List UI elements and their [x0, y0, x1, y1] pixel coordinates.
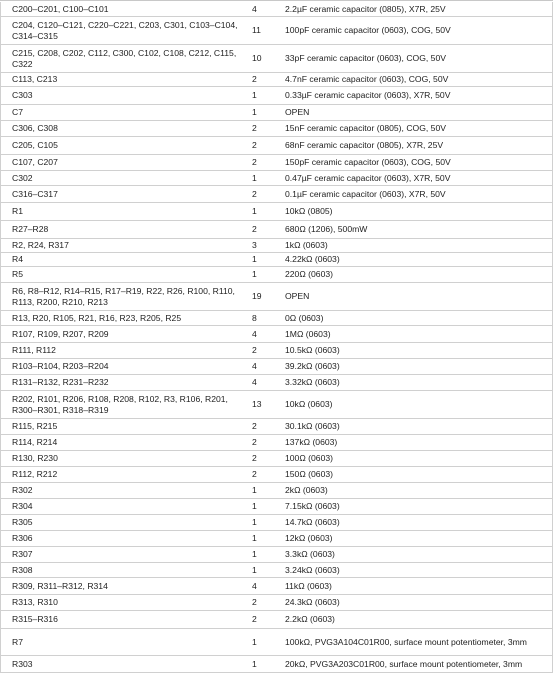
reference-cell: R302 [12, 485, 33, 496]
table-row [0, 578, 553, 595]
description-cell: 4.22kΩ (0603) [285, 254, 340, 265]
table-row [0, 326, 553, 343]
reference-cell: R307 [12, 549, 33, 560]
reference-cell: R305 [12, 517, 33, 528]
quantity-cell: 1 [252, 549, 257, 560]
description-cell: 68nF ceramic capacitor (0805), X7R, 25V [285, 140, 444, 151]
reference-cell: R4 [12, 254, 23, 265]
reference-cell: R13, R20, R105, R21, R16, R23, R205, R25 [12, 312, 182, 323]
reference-cell: R131–R132, R231–R232 [12, 377, 109, 388]
reference-cell: C200–C201, C100–C101 [12, 3, 109, 14]
table-row [0, 451, 553, 467]
reference-cell: C303 [12, 90, 33, 101]
table-row [0, 87, 553, 105]
table-row [0, 656, 553, 673]
quantity-cell: 1 [252, 636, 257, 647]
description-cell: 680Ω (1206), 500mW [285, 224, 368, 235]
description-cell: 10kΩ (0603) [285, 399, 333, 410]
reference-cell: C7 [12, 107, 23, 118]
description-cell: 0.1µF ceramic capacitor (0603), X7R, 50V [285, 188, 446, 199]
quantity-cell: 1 [252, 206, 257, 217]
reference-cell: C113, C213 [12, 74, 58, 85]
table-row [0, 155, 553, 171]
quantity-cell: 10 [252, 53, 262, 64]
table-row [0, 375, 553, 391]
table-row [0, 283, 553, 311]
reference-cell: R27–R28 [12, 224, 49, 235]
description-cell: 15nF ceramic capacitor (0805), COG, 50V [285, 123, 446, 134]
table-row [0, 563, 553, 578]
quantity-cell: 2 [252, 614, 257, 625]
description-cell: 12kΩ (0603) [285, 533, 333, 544]
reference-cell: R130, R230 [12, 453, 58, 464]
description-cell: 1kΩ (0603) [285, 240, 328, 251]
reference-cell: C302 [12, 172, 33, 183]
reference-cell: R1 [12, 206, 23, 217]
quantity-cell: 3 [252, 240, 257, 251]
reference-cell: R315–R316 [12, 614, 58, 625]
table-row [0, 515, 553, 531]
reference-cell: C205, C105 [12, 140, 58, 151]
reference-cell: R115, R215 [12, 421, 58, 432]
table-row [0, 186, 553, 203]
quantity-cell: 1 [252, 485, 257, 496]
quantity-cell: 2 [252, 469, 257, 480]
quantity-cell: 1 [252, 172, 257, 183]
description-cell: 3.3kΩ (0603) [285, 549, 335, 560]
table-row [0, 239, 553, 253]
table-row [0, 467, 553, 483]
quantity-cell: 2 [252, 345, 257, 356]
description-cell: 10.5kΩ (0603) [285, 345, 340, 356]
table-row [0, 267, 553, 283]
description-cell: 100pF ceramic capacitor (0603), COG, 50V [285, 25, 451, 36]
table-row [0, 547, 553, 563]
description-cell: 1MΩ (0603) [285, 328, 331, 339]
reference-cell: R6, R8–R12, R14–R15, R17–R19, R22, R26, R100, R110, R113, R200, R210, R213 [12, 286, 235, 307]
table-row [0, 17, 553, 45]
table-row [0, 221, 553, 239]
table-row [0, 45, 553, 73]
quantity-cell: 1 [252, 533, 257, 544]
quantity-cell: 2 [252, 421, 257, 432]
quantity-cell: 13 [252, 399, 262, 410]
quantity-cell: 2 [252, 157, 257, 168]
reference-cell: R303 [12, 658, 33, 669]
description-cell: 220Ω (0603) [285, 269, 333, 280]
quantity-cell: 2 [252, 140, 257, 151]
reference-cell: R2, R24, R317 [12, 240, 69, 251]
description-cell: 2.2kΩ (0603) [285, 614, 335, 625]
description-cell: 20kΩ, PVG3A203C01R00, surface mount potentiometer, 3mm [285, 658, 523, 669]
quantity-cell: 2 [252, 123, 257, 134]
description-cell: 2.2µF ceramic capacitor (0805), X7R, 25V [285, 3, 446, 14]
quantity-cell: 1 [252, 254, 257, 265]
quantity-cell: 4 [252, 377, 257, 388]
description-cell: 7.15kΩ (0603) [285, 501, 340, 512]
description-cell: 137kΩ (0603) [285, 437, 338, 448]
reference-cell: R112, R212 [12, 469, 58, 480]
quantity-cell: 4 [252, 361, 257, 372]
table-row [0, 435, 553, 451]
description-cell: 11kΩ (0603) [285, 580, 332, 591]
description-cell: 24.3kΩ (0603) [285, 597, 340, 608]
description-cell: 30.1kΩ (0603) [285, 421, 340, 432]
table-row [0, 531, 553, 547]
description-cell: 33pF ceramic capacitor (0603), COG, 50V [285, 53, 446, 64]
reference-cell: R306 [12, 533, 33, 544]
description-cell: 150Ω (0603) [285, 469, 333, 480]
quantity-cell: 2 [252, 74, 257, 85]
description-cell: 4.7nF ceramic capacitor (0603), COG, 50V [285, 74, 449, 85]
reference-cell: C306, C308 [12, 123, 58, 134]
reference-cell: R304 [12, 501, 33, 512]
quantity-cell: 8 [252, 312, 257, 323]
description-cell: 10kΩ (0805) [285, 206, 333, 217]
description-cell: 2kΩ (0603) [285, 485, 328, 496]
quantity-cell: 2 [252, 188, 257, 199]
table-row [0, 391, 553, 419]
reference-cell: R313, R310 [12, 597, 58, 608]
table-row [0, 311, 553, 326]
table-row [0, 343, 553, 359]
reference-cell: C107, C207 [12, 157, 58, 168]
quantity-cell: 4 [252, 3, 257, 14]
table-row [0, 105, 553, 121]
quantity-cell: 1 [252, 107, 257, 118]
description-cell: 100Ω (0603) [285, 453, 333, 464]
quantity-cell: 2 [252, 437, 257, 448]
quantity-cell: 4 [252, 328, 257, 339]
table-row [0, 253, 553, 267]
quantity-cell: 1 [252, 564, 257, 575]
quantity-cell: 1 [252, 501, 257, 512]
quantity-cell: 1 [252, 269, 257, 280]
description-cell: 3.32kΩ (0603) [285, 377, 340, 388]
reference-cell: R5 [12, 269, 23, 280]
table-row [0, 629, 553, 656]
quantity-cell: 2 [252, 224, 257, 235]
description-cell: 39.2kΩ (0603) [285, 361, 340, 372]
table-row [0, 483, 553, 499]
reference-cell: R7 [12, 636, 23, 647]
description-cell: 100kΩ, PVG3A104C01R00, surface mount potentiometer, 3mm [285, 636, 527, 647]
table-row [0, 203, 553, 221]
reference-cell: R308 [12, 564, 33, 575]
description-cell: 3.24kΩ (0603) [285, 564, 340, 575]
quantity-cell: 2 [252, 597, 257, 608]
table-row [0, 2, 553, 17]
description-cell: 14.7kΩ (0603) [285, 517, 340, 528]
description-cell: 0.47µF ceramic capacitor (0603), X7R, 50V [285, 172, 451, 183]
table-row [0, 171, 553, 186]
quantity-cell: 1 [252, 658, 257, 669]
description-cell: OPEN [285, 291, 310, 302]
reference-cell: R107, R109, R207, R209 [12, 328, 109, 339]
reference-cell: R111, R112 [12, 345, 56, 356]
description-cell: 0.33µF ceramic capacitor (0603), X7R, 50V [285, 90, 451, 101]
description-cell: OPEN [285, 107, 310, 118]
quantity-cell: 11 [252, 25, 261, 36]
table-row [0, 73, 553, 87]
table-row [0, 499, 553, 515]
table-row [0, 611, 553, 629]
table-row [0, 121, 553, 137]
quantity-cell: 1 [252, 517, 257, 528]
reference-cell: C215, C208, C202, C112, C300, C102, C108, C212, C115, C322 [12, 48, 237, 69]
description-cell: 0Ω (0603) [285, 312, 324, 323]
quantity-cell: 2 [252, 453, 257, 464]
reference-cell: R309, R311–R312, R314 [12, 580, 108, 591]
quantity-cell: 1 [252, 90, 257, 101]
reference-cell: C204, C120–C121, C220–C221, C203, C301, C103–C104, C314–C315 [12, 20, 238, 41]
description-cell: 150pF ceramic capacitor (0603), COG, 50V [285, 157, 451, 168]
quantity-cell: 19 [252, 291, 262, 302]
reference-cell: R114, R214 [12, 437, 58, 448]
table-row [0, 419, 553, 435]
quantity-cell: 4 [252, 580, 257, 591]
table-row [0, 595, 553, 611]
reference-cell: R103–R104, R203–R204 [12, 361, 109, 372]
table-row [0, 137, 553, 155]
table-row [0, 359, 553, 375]
reference-cell: R202, R101, R206, R108, R208, R102, R3, R106, R201, R300–R301, R318–R319 [12, 394, 228, 415]
reference-cell: C316–C317 [12, 188, 58, 199]
